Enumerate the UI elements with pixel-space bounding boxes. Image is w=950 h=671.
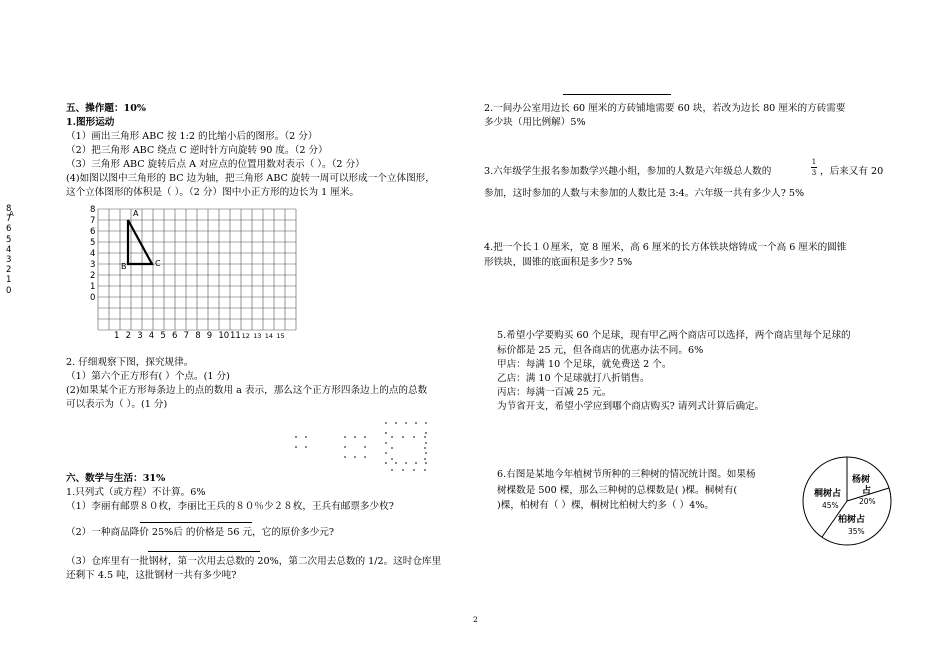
q2-title: 2. 仔细观察下图，探究规律。 [66,357,194,368]
q2-part-2-line1: (2)如果某个正方形每条边上的点的数用 a 表示，那么这个正方形四条边上的点的总数 [66,385,428,396]
pie-label-tung: 桐树占 [814,489,842,499]
grid-x-label: 10 [218,331,230,341]
pie-label-poplar-2: 占 [862,486,872,496]
r-q4-line1: 4.把一个长１０厘米，宽 8 厘米，高 6 厘米的长方体铁块熔铸成一个高 6 厘米的圆锥 [484,242,847,253]
grid-x-label: 8 [195,331,201,341]
r-q5-line6: 为节省开支，希望小学应到哪个商店购买? 请列式计算后确定。 [497,401,765,412]
pie-pct-tung: 45% [822,501,839,510]
r-q6-line2: 树棵数是 500 棵，那么三种树的总棵数是( )棵。桐树有( [497,485,738,496]
q2-part-2-line2: 可以表示为（ ）。(1 分) [66,399,168,410]
grid-x-label: 3 [137,331,143,341]
q2-part-1: （1）第六个正方形有( ）个点。(1 分) [66,371,230,382]
grid-y-label: 5 [90,238,96,248]
r-q5-line5: 丙店：每满一百减 25 元。 [497,387,612,398]
grid-x-label: 9 [206,331,213,341]
r-q4-line2: 形铁块，圆锥的底面积是多少? 5% [484,257,633,268]
grid-x-label: 6 [172,331,178,341]
fraction-denominator: 3 [811,169,817,177]
outer-y-label: 5 [6,234,12,245]
fraction-numerator: 1 [811,158,817,166]
grid-y-label: 1 [90,282,96,292]
q1-part-4-line2: 这个立体图形的体积是（ ）。（2 分）图中小正方形的边长为 1 厘米。 [66,187,360,198]
grid-x-label: 15 [276,332,285,340]
grid-x-label: 7 [183,331,190,341]
grid-y-label: 6 [90,227,96,237]
point-b-label: B [121,262,127,271]
r-q6-line3: )棵，柏树有（ ）棵，桐树比柏树大约多（ ）4%。 [497,500,714,511]
s6-q1: 1.只列式（或方程）不计算。6% [66,487,206,498]
q1-part-2: （2）把三角形 ABC 绕点 C 逆时针方向旋转 90 度。（2 分） [66,145,328,156]
outer-y-label: 2 [6,265,12,276]
outer-y-label: 3 [6,254,12,265]
s6-q1-part-1: （1）李丽有邮票８０枚，李丽比王兵的８０％少２８枚，王兵有邮票多少枚? [66,501,394,512]
r-q5-line4: 乙店：满 10 个足球就打八折销售。 [497,373,650,384]
r-q2-line2: 多少块（用比例解）5% [484,117,586,128]
r-q3-line1a: 3.六年级学生报名参加数学兴趣小组，参加的人数是六年级总人数的 [484,166,772,177]
grid-x-label: 5 [160,331,166,341]
grid-x-label: 14 [264,332,274,340]
q1-title: 1.图形运动 [66,117,115,128]
s6-q1-part-3-line2: 还剩下 4.5 吨，这批钢材一共有多少吨? [66,570,237,581]
pie-label-cypress: 柏树占 [838,515,866,525]
outer-y-label: 7 [6,214,12,225]
s6-q1-part-3-line1: （3）仓库里有一批钢材，第一次用去总数的 20%，第二次用去总数的 1/2。这时仓库里 [66,556,442,567]
grid-x-label: 13 [253,332,262,340]
grid-y-label: 4 [90,249,96,259]
grid-y-label: 2 [90,271,96,281]
section-6-title: 六、数学与生活：31% [66,473,166,484]
outer-y-label: 6 [6,224,12,235]
grid-x-label: 4 [148,331,155,341]
r-q5-line3: 甲店：每满 10 个足球，就免费送 2 个。 [497,359,672,370]
point-c-label: C [155,259,161,268]
r-q5-line1: 5.希望小学要购买 60 个足球，现有甲乙两个商店可以选择，两个商店里每个足球的 [497,330,851,341]
outer-y-label: 1 [6,275,12,286]
grid-x-label: 2 [125,331,132,341]
r-q6-line1: 6.右图是某地今年植树节所种的三种树的情况统计图。如果杨 [497,469,756,480]
outer-y-label: 8 [6,204,12,214]
q1-part-1: （1）画出三角形 ABC 按 1:2 的比缩小后的图形。（2 分） [66,131,318,142]
outer-y-label: 4 [6,244,12,255]
point-a-label: A [133,209,139,218]
grid-y-label: 8 [90,205,96,215]
grid-x-label: 12 [241,332,250,340]
q1-part-4-line1: (4)如图以图中三角形的 BC 边为轴，把三角形 ABC 旋转一周可以形成一个立体图形， [66,173,435,184]
grid-y-label: 7 [90,216,96,226]
pie-label-poplar: 杨树 [852,475,871,485]
r-q3-line1b: ，后来又有 20 [820,166,884,177]
s6-q1-part-2: （2）一种商品降价 25%后 的价格是 56 元，它的原价多少元? [66,527,335,538]
page-number: 2 [473,615,478,624]
pie-pct-cypress: 35% [848,527,865,536]
r-q5-line2: 标价都是 25 元，但各商店的优惠办法不同。6% [497,345,704,356]
grid-x-label: 1 [114,331,120,341]
r-q2-line1: 2.一间办公室用边长 60 厘米的方砖铺地需要 60 块，若改为边长 80 厘米的方砖需要 [484,103,846,114]
section-5-title: 五、操作题：10% [66,103,147,114]
q1-part-3: （3）三角形 ABC 旋转后点 A 对应点的位置用数对表示（ ）。（2 分） [66,159,365,170]
grid-x-label: 11 [230,331,241,341]
grid-y-label: 0 [90,293,96,303]
pie-pct-poplar: 20% [859,497,876,506]
grid-y-label: 3 [90,260,96,270]
r-q3-line2: 参加，这时参加的人数与未参加的人数比是 3:4。六年级一共有多少人? 5% [484,188,805,199]
outer-mark: A [9,210,14,218]
outer-y-label: 0 [6,285,12,296]
